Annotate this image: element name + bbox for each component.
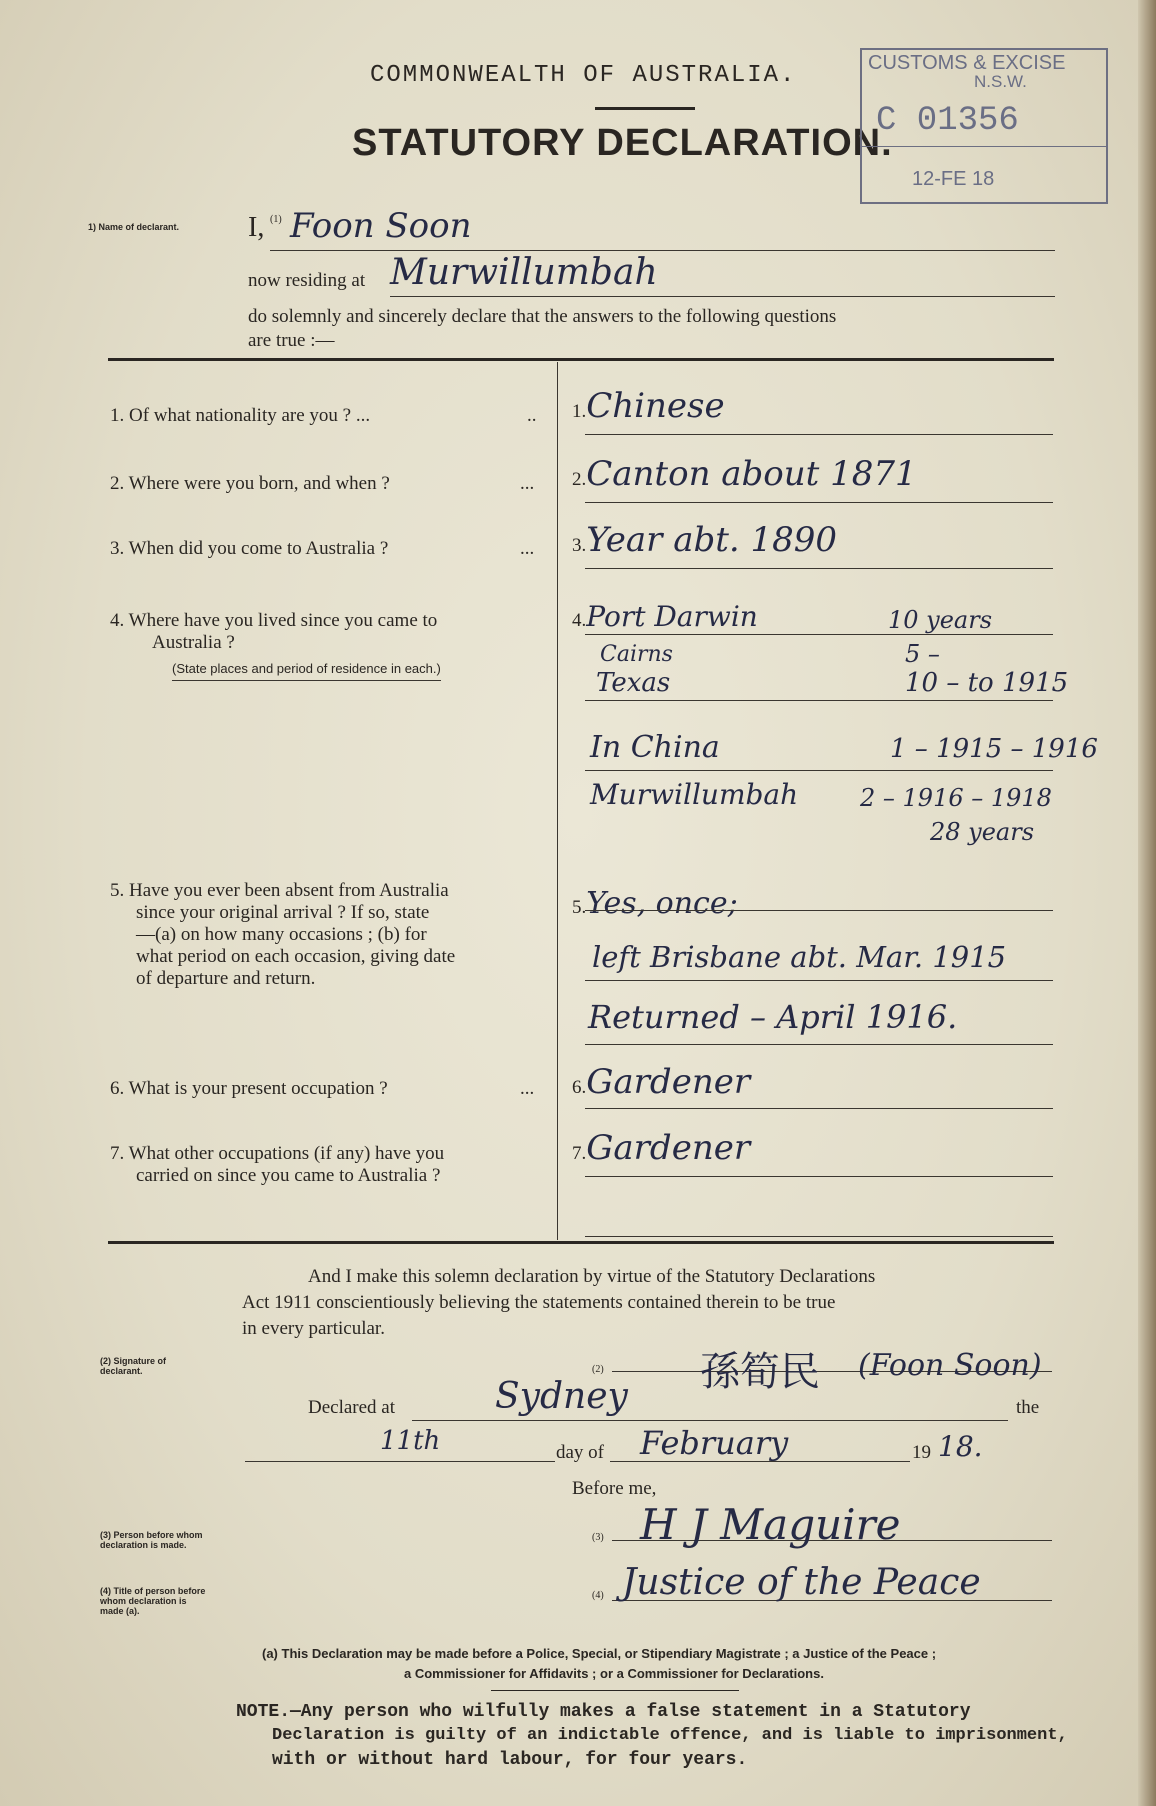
stamp-heading: CUSTOMS & EXCISE xyxy=(868,52,1066,74)
answer-5-line-b: left Brisbane abt. Mar. 1915 xyxy=(592,940,1007,974)
the-label: the xyxy=(1016,1397,1040,1418)
column-divider xyxy=(557,362,558,1240)
answer-7-line-2 xyxy=(585,1236,1053,1237)
declare-text-2: are true :— xyxy=(248,330,335,351)
answer-4-line-1 xyxy=(585,634,1053,635)
heading-dash xyxy=(595,107,695,110)
justice-title: Justice of the Peace xyxy=(622,1562,981,1603)
penalty-note: NOTE.—Any person who wilfully makes a false statement in a Statutory Declaration is guilty of an indictable offence, and is liable to imprisonment, with or without hard labour, for four years. xyxy=(236,1702,1068,1770)
paper-edge xyxy=(1138,0,1156,1806)
declarant-name: Foon Soon xyxy=(290,206,472,246)
declare-text-1: do solemnly and sincerely declare that the answers to the following questions xyxy=(248,306,837,327)
answer-3-line xyxy=(585,568,1053,569)
answer-4-period-2: 5 – xyxy=(905,640,940,668)
footnote: (a) This Declaration may be made before a Police, Special, or Stipendiary Magistrate ; a Justice of the Peace ; a Commissioner for Affidavits ; or a Commissioner for Declarations. xyxy=(262,1646,937,1681)
answer-5-line-a: 5.Yes, once; xyxy=(572,886,738,921)
margin-note-name: 1) Name of declarant. xyxy=(88,222,180,232)
margin-note-signature: (2) Signature of declarant. xyxy=(100,1356,167,1376)
question-3: 3. When did you come to Australia ? xyxy=(110,538,389,559)
answer-4-place-5: Murwillumbah xyxy=(590,778,799,811)
stamp-date: 12-FE 18 xyxy=(912,168,995,190)
declaration-month: February xyxy=(640,1424,789,1462)
question-1-dots: .. xyxy=(527,405,537,426)
answer-4-place-3: Texas xyxy=(596,668,671,698)
bottom-thick-rule xyxy=(108,1241,1054,1244)
sig-ref: (2) xyxy=(592,1364,604,1375)
declared-at-label: Declared at xyxy=(308,1397,396,1418)
answer-4-period-5: 2 – 1916 – 1918 xyxy=(860,784,1052,812)
form-title: STATUTORY DECLARATION. xyxy=(352,122,893,164)
answer-5-rule-3 xyxy=(585,1044,1053,1045)
answer-5-rule-2 xyxy=(585,980,1053,981)
question-6-dots: ... xyxy=(520,1078,535,1099)
question-2: 2. Where were you born, and when ? xyxy=(110,473,390,494)
answer-4-total: 28 years xyxy=(930,818,1035,846)
question-7: 7. What other occupations (if any) have you carried on since you came to Australia ? xyxy=(110,1143,445,1186)
customs-stamp xyxy=(860,48,1108,204)
answer-2-line xyxy=(585,502,1053,503)
commonwealth-heading: COMMONWEALTH OF AUSTRALIA. xyxy=(370,62,797,89)
answer-5-rule-1 xyxy=(585,910,1053,911)
question-4: 4. Where have you lived since you came to Australia ? (State places and period of residence in each.) xyxy=(110,610,441,681)
top-thick-rule xyxy=(108,358,1054,361)
month-line xyxy=(610,1461,910,1462)
answer-4-period-4: 1 – 1915 – 1916 xyxy=(890,734,1098,764)
footnote-divider xyxy=(491,1690,739,1691)
note-ref-1: (1) xyxy=(270,214,282,225)
justice-signature: H J Maguire xyxy=(640,1500,901,1549)
question-1: 1. Of what nationality are you ? ... xyxy=(110,405,371,426)
year-suffix: 18. xyxy=(938,1430,983,1463)
chinese-signature: 孫筍民 xyxy=(700,1349,820,1395)
residence-line xyxy=(390,296,1055,297)
answer-4-place-4: In China xyxy=(590,730,720,765)
question-2-dots: ... xyxy=(520,473,535,494)
stamp-number: C 01356 xyxy=(876,102,1019,140)
residence: Murwillumbah xyxy=(390,252,658,293)
residing-label: now residing at xyxy=(248,270,366,291)
answer-1-line xyxy=(585,434,1053,435)
name-line xyxy=(270,250,1055,251)
question-6: 6. What is your present occupation ? xyxy=(110,1078,388,1099)
answer-2: 2.Canton about 1871 xyxy=(572,454,917,494)
day-of-label: day of xyxy=(556,1442,605,1463)
year-prefix: 19 xyxy=(912,1442,931,1463)
answer-4-place-2: Cairns xyxy=(600,642,673,667)
i-prefix: I, xyxy=(248,212,265,243)
day-line xyxy=(245,1461,555,1462)
answer-6-line xyxy=(585,1108,1053,1109)
answer-4-period-1: 10 years xyxy=(888,606,993,634)
answer-4-place-1: 4.Port Darwin xyxy=(572,600,758,633)
stamp-state: N.S.W. xyxy=(974,72,1027,91)
answer-4-line-2 xyxy=(585,700,1053,701)
answer-1: 1.Chinese xyxy=(572,386,725,426)
person-ref: (3) xyxy=(592,1532,604,1543)
declaration-day: 11th xyxy=(380,1426,441,1456)
answer-5-line-c: Returned – April 1916. xyxy=(588,998,958,1036)
question-3-dots: ... xyxy=(520,538,535,559)
question-5: 5. Have you ever been absent from Australia since your original arrival ? If so, state —(a) on how many occasions ; (b) for what period on each occasion, giving date of departure and return. xyxy=(110,880,456,989)
answer-4-line-3 xyxy=(585,770,1053,771)
answer-3: 3.Year abt. 1890 xyxy=(572,520,838,560)
declared-at-line xyxy=(412,1420,1008,1421)
before-me-label: Before me, xyxy=(572,1478,657,1499)
margin-note-title: (4) Title of person before whom declaration is made (a). xyxy=(100,1586,206,1616)
answer-7-line xyxy=(585,1176,1053,1177)
declared-at: Sydney xyxy=(495,1376,628,1417)
title-ref: (4) xyxy=(592,1590,604,1601)
declarant-signature: (Foon Soon) xyxy=(858,1348,1042,1383)
answer-6: 6.Gardener xyxy=(572,1062,751,1102)
closing-text: And I make this solemn declaration by virtue of the Statutory Declarations Act 1911 conscientiously believing the statements contained therein to be true in every particular. xyxy=(242,1266,876,1339)
margin-note-person: (3) Person before whom declaration is made. xyxy=(100,1530,203,1550)
answer-4-period-3: 10 – to 1915 xyxy=(905,668,1069,698)
answer-7: 7.Gardener xyxy=(572,1128,751,1168)
